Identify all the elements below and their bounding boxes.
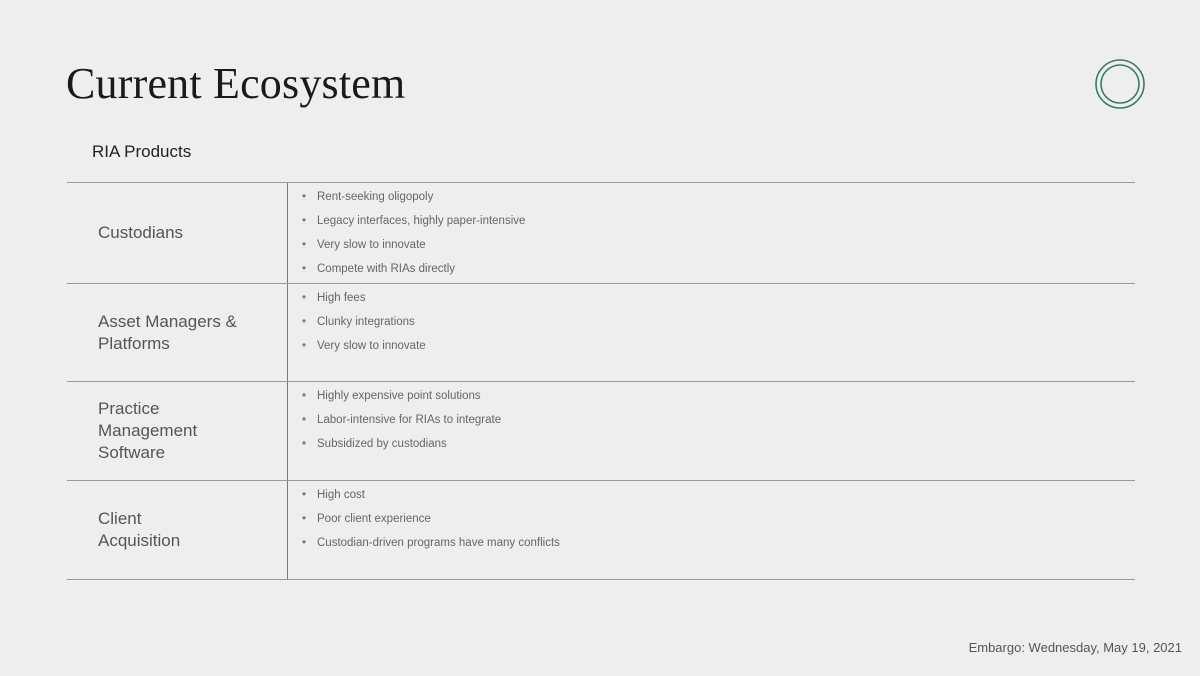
bullet-icon: •: [302, 191, 307, 203]
bullet-icon: •: [302, 489, 307, 501]
row-items: [288, 183, 1135, 283]
bullet-icon: •: [302, 513, 307, 525]
table-row-asset-managers: [67, 284, 1135, 382]
list-item: • Labor-intensive for RIAs to integrate: [302, 413, 1135, 437]
bullet-icon: •: [302, 414, 307, 426]
row-category: Practice Management Software: [67, 382, 288, 480]
list-item: • Very slow to innovate: [302, 238, 1135, 262]
bullet-icon: •: [302, 340, 307, 352]
list-item: • Subsidized by custodians: [302, 437, 1135, 461]
list-item: • Rent-seeking oligopoly: [302, 190, 1135, 214]
row-category: Custodians: [67, 183, 288, 283]
list-item: • Highly expensive point solutions: [302, 389, 1135, 413]
list-item: • Legacy interfaces, highly paper-intensive: [302, 214, 1135, 238]
bullet-icon: •: [302, 292, 307, 304]
row-items: [288, 284, 1135, 381]
list-item: • Poor client experience: [302, 512, 1135, 536]
row-category: Asset Managers & Platforms: [67, 284, 288, 381]
list-item: • High fees: [302, 291, 1135, 315]
double-circle-logo-icon: [1094, 58, 1146, 110]
bullet-icon: •: [302, 239, 307, 251]
list-item: • Very slow to innovate: [302, 339, 1135, 363]
row-items: [288, 382, 1135, 480]
ecosystem-table: [67, 182, 1135, 580]
list-item: • Clunky integrations: [302, 315, 1135, 339]
list-item: • Compete with RIAs directly: [302, 262, 1135, 286]
table-row-client-acquisition: [67, 481, 1135, 580]
list-item: • Custodian-driven programs have many conflicts: [302, 536, 1135, 560]
bullet-icon: •: [302, 537, 307, 549]
list-item: • High cost: [302, 488, 1135, 512]
table-row-custodians: [67, 183, 1135, 284]
embargo-footer: Embargo: Wednesday, May 19, 2021: [968, 640, 1182, 655]
section-subtitle: RIA Products: [92, 142, 192, 161]
row-items: [288, 481, 1135, 579]
table-row-practice-management: [67, 382, 1135, 481]
bullet-icon: •: [302, 263, 307, 275]
bullet-icon: •: [302, 390, 307, 402]
bullet-icon: •: [302, 438, 307, 450]
row-category: Client Acquisition: [67, 481, 288, 579]
page-title: Current Ecosystem: [66, 59, 406, 108]
bullet-icon: •: [302, 215, 307, 227]
bullet-icon: •: [302, 316, 307, 328]
